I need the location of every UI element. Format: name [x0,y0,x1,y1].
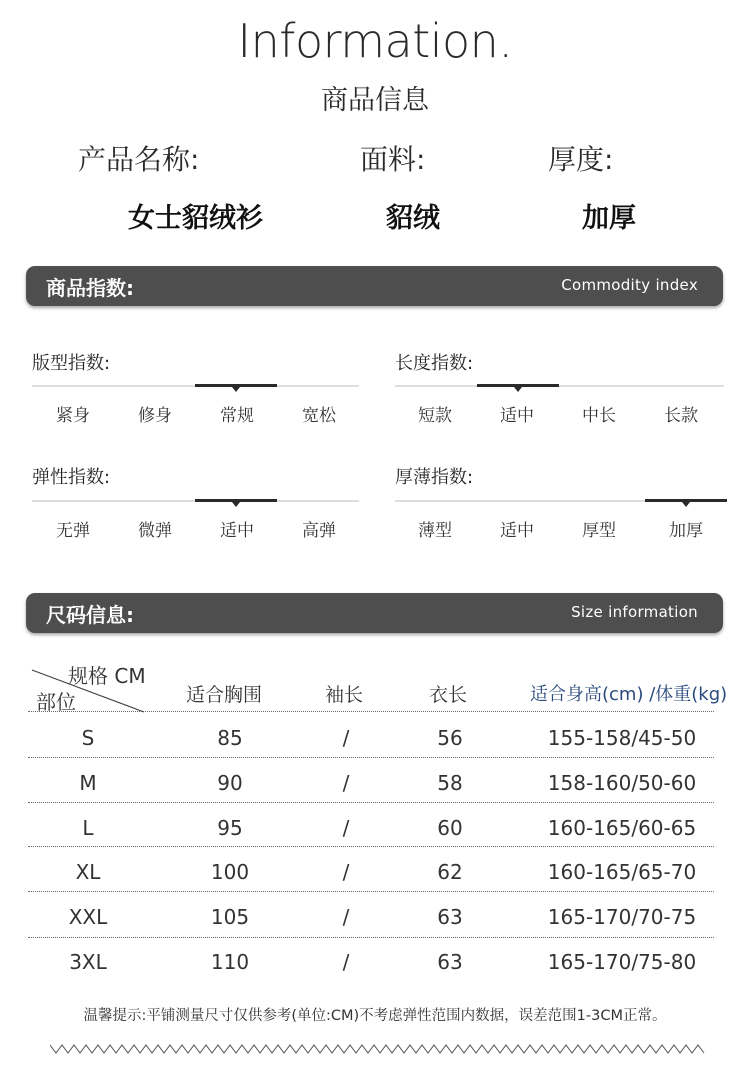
height-weight-cell: 165-170/75-80 [547,950,697,974]
thickness-option: 薄型 [418,521,452,541]
size-cell: 3XL [69,950,107,974]
header-sleeve: 袖长 [325,684,364,706]
product-name-value: 女士貂绒衫 [128,203,263,234]
commodity-index-title: 商品指数: [46,276,134,300]
length-option: 长款 [664,406,698,426]
length-option-selected: 适中 [500,406,534,426]
page-subtitle: 商品信息 [321,85,429,116]
corner-part-label: 部位 [36,690,76,714]
height-weight-cell: 155-158/45-50 [547,726,697,750]
corner-spec-label: 规格 CM [68,664,146,688]
size-cell: S [81,726,95,750]
size-info-title-en: Size information [571,603,698,621]
length-index-track [395,385,724,387]
chest-cell: 90 [217,771,243,795]
zigzag-divider [50,1042,710,1056]
thickness-index-pointer-icon [682,502,690,507]
elasticity-index-title: 弹性指数: [32,467,111,488]
header-length: 衣长 [429,684,468,706]
elasticity-option-selected: 适中 [220,521,254,541]
chest-cell: 85 [217,726,243,750]
elasticity-option: 微弹 [138,521,172,541]
sleeve-cell: / [342,726,350,750]
commodity-index-bar [26,266,723,306]
length-index-title: 长度指数: [395,353,474,374]
fabric-label: 面料: [360,143,426,176]
row-divider [28,757,714,758]
height-weight-cell: 160-165/65-70 [547,860,697,884]
size-info-bar [26,593,723,633]
fit-index-pointer-icon [232,387,240,392]
fit-index-title: 版型指数: [32,353,111,374]
thickness-option: 厚型 [582,521,616,541]
product-name-label: 产品名称: [78,143,200,176]
length-cell: 62 [437,860,463,884]
size-cell: XXL [68,905,108,929]
length-cell: 58 [437,771,463,795]
elasticity-index-pointer-icon [232,502,240,507]
height-weight-cell: 160-165/60-65 [547,816,697,840]
elasticity-option: 无弹 [56,521,90,541]
row-divider [28,711,714,712]
measurement-note: 温馨提示:平铺测量尺寸仅供参考(单位:CM)不考虑弹性范围内数据，误差范围1-3CM正常。 [83,1008,667,1024]
size-cell: L [82,816,94,840]
thickness-label: 厚度: [548,143,614,176]
height-weight-cell: 158-160/50-60 [547,771,697,795]
length-index-pointer-icon [514,387,522,392]
elasticity-option: 高弹 [302,521,336,541]
fabric-value: 貂绒 [386,203,440,234]
row-divider [28,802,714,803]
size-cell: XL [75,860,101,884]
row-divider [28,937,714,938]
sleeve-cell: / [342,860,350,884]
row-divider [28,891,714,892]
size-cell: M [79,771,97,795]
sleeve-cell: / [342,905,350,929]
row-divider [28,846,714,847]
header-chest: 适合胸围 [186,684,263,706]
page-title: Information. [237,14,513,68]
chest-cell: 95 [217,816,243,840]
length-cell: 63 [437,905,463,929]
thickness-value: 加厚 [582,203,636,234]
sleeve-cell: / [342,816,350,840]
chest-cell: 100 [210,860,250,884]
length-option: 短款 [418,406,452,426]
size-info-title: 尺码信息: [46,603,134,627]
commodity-index-title-en: Commodity index [561,276,698,294]
thickness-index-title: 厚薄指数: [395,467,474,488]
fit-option: 修身 [138,406,172,426]
length-cell: 63 [437,950,463,974]
thickness-option: 适中 [500,521,534,541]
sleeve-cell: / [342,950,350,974]
height-weight-cell: 165-170/70-75 [547,905,697,929]
fit-option: 宽松 [302,406,336,426]
header-height-weight: 适合身高(cm) /体重(kg) [530,684,728,705]
sleeve-cell: / [342,771,350,795]
chest-cell: 110 [210,950,250,974]
fit-option: 紧身 [56,406,90,426]
length-option: 中长 [582,406,616,426]
fit-option-selected: 常规 [220,406,254,426]
length-cell: 60 [437,816,463,840]
thickness-option-selected: 加厚 [669,521,703,541]
length-cell: 56 [437,726,463,750]
chest-cell: 105 [210,905,250,929]
